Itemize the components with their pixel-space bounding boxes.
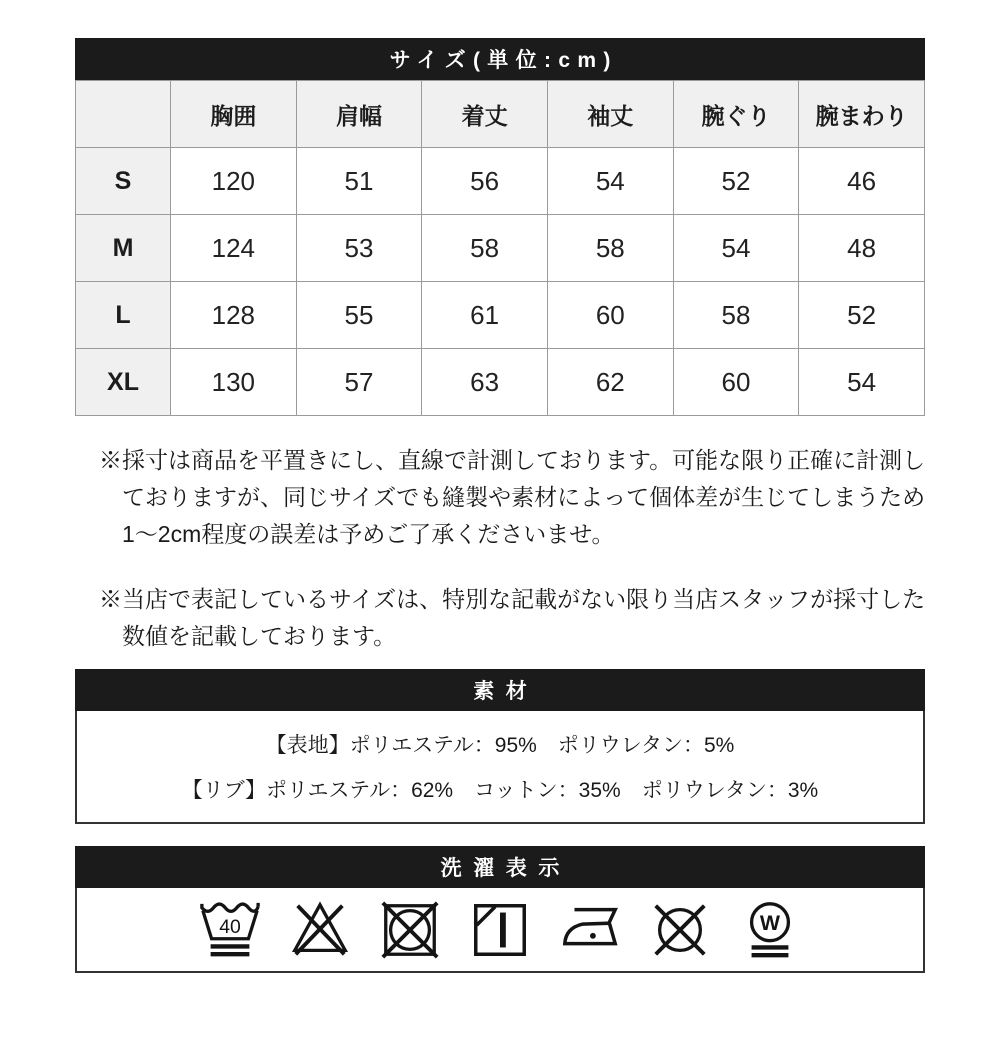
size-cell: 63	[422, 349, 548, 416]
size-cell: 58	[547, 215, 673, 282]
size-cell: 61	[422, 282, 548, 349]
size-table	[75, 80, 925, 416]
line-dry-in-shade-icon	[468, 898, 532, 962]
size-cell: 54	[799, 349, 925, 416]
size-chart-page	[75, 38, 925, 973]
size-cell: 54	[673, 215, 799, 282]
row-label-m: M	[76, 215, 171, 282]
iron-low-heat-icon	[558, 898, 622, 962]
size-row-xl	[76, 349, 925, 416]
size-cell: 55	[296, 282, 422, 349]
material-line-outer-fabric: 【表地】ポリエステル：95% ポリウレタン：5%	[265, 734, 735, 757]
measurement-disclaimer-note: ※採寸は商品を平置きにし、直線で計測しております。可能な限り正確に計測しておりますが、同じサイズでも縫製や素材によって個体差が生じてしまうため1〜2cm程度の誤差は予めご了承くださいませ。	[99, 447, 926, 547]
size-section	[75, 38, 925, 416]
svg-text:40: 40	[219, 915, 241, 938]
material-section-title: 素材	[473, 680, 539, 703]
col-header-shoulder: 肩幅	[296, 81, 422, 148]
col-header-sleeve: 袖丈	[547, 81, 673, 148]
size-cell: 52	[673, 148, 799, 215]
size-cell: 46	[799, 148, 925, 215]
size-cell: 128	[171, 282, 297, 349]
size-cell: 52	[799, 282, 925, 349]
size-cell: 60	[673, 349, 799, 416]
size-row-m	[76, 215, 925, 282]
row-label-l: L	[76, 282, 171, 349]
col-header-armhole: 腕ぐり	[673, 81, 799, 148]
laundry-icons-box	[75, 888, 925, 973]
size-cell: 124	[171, 215, 297, 282]
do-not-dry-clean-icon	[648, 898, 712, 962]
size-cell: 48	[799, 215, 925, 282]
material-section	[75, 669, 925, 824]
laundry-section-title: 洗濯表示	[440, 857, 571, 880]
size-cell: 53	[296, 215, 422, 282]
size-cell: 57	[296, 349, 422, 416]
laundry-section-header	[75, 846, 925, 888]
size-row-s	[76, 148, 925, 215]
wet-clean-very-gentle-icon	[738, 898, 802, 962]
wash-40-very-gentle-icon	[198, 898, 262, 962]
staff-measured-note: ※当店で表記しているサイズは、特別な記載がない限り当店スタッフが採寸した数値を記載しております。	[99, 586, 926, 649]
row-label-s: S	[76, 148, 171, 215]
size-cell: 54	[547, 148, 673, 215]
size-table-corner-cell	[76, 81, 171, 148]
col-header-chest: 胸囲	[171, 81, 297, 148]
size-cell: 56	[422, 148, 548, 215]
material-section-header	[75, 669, 925, 711]
do-not-tumble-dry-icon	[378, 898, 442, 962]
size-cell: 62	[547, 349, 673, 416]
col-header-arm-width: 腕まわり	[799, 81, 925, 148]
size-section-title: サイズ(単位:cm)	[389, 49, 618, 72]
svg-text:W: W	[759, 910, 781, 935]
size-cell: 120	[171, 148, 297, 215]
size-table-header-row	[76, 81, 925, 148]
size-cell: 58	[673, 282, 799, 349]
row-label-xl: XL	[76, 349, 171, 416]
size-row-l	[76, 282, 925, 349]
size-cell: 130	[171, 349, 297, 416]
col-header-length: 着丈	[422, 81, 548, 148]
material-content-box	[75, 711, 925, 824]
material-line-rib: 【リブ】ポリエステル：62% コットン：35% ポリウレタン：3%	[181, 779, 819, 802]
do-not-bleach-icon	[288, 898, 352, 962]
size-cell: 60	[547, 282, 673, 349]
size-cell: 58	[422, 215, 548, 282]
laundry-section	[75, 846, 925, 973]
size-section-header	[75, 38, 925, 80]
size-cell: 51	[296, 148, 422, 215]
